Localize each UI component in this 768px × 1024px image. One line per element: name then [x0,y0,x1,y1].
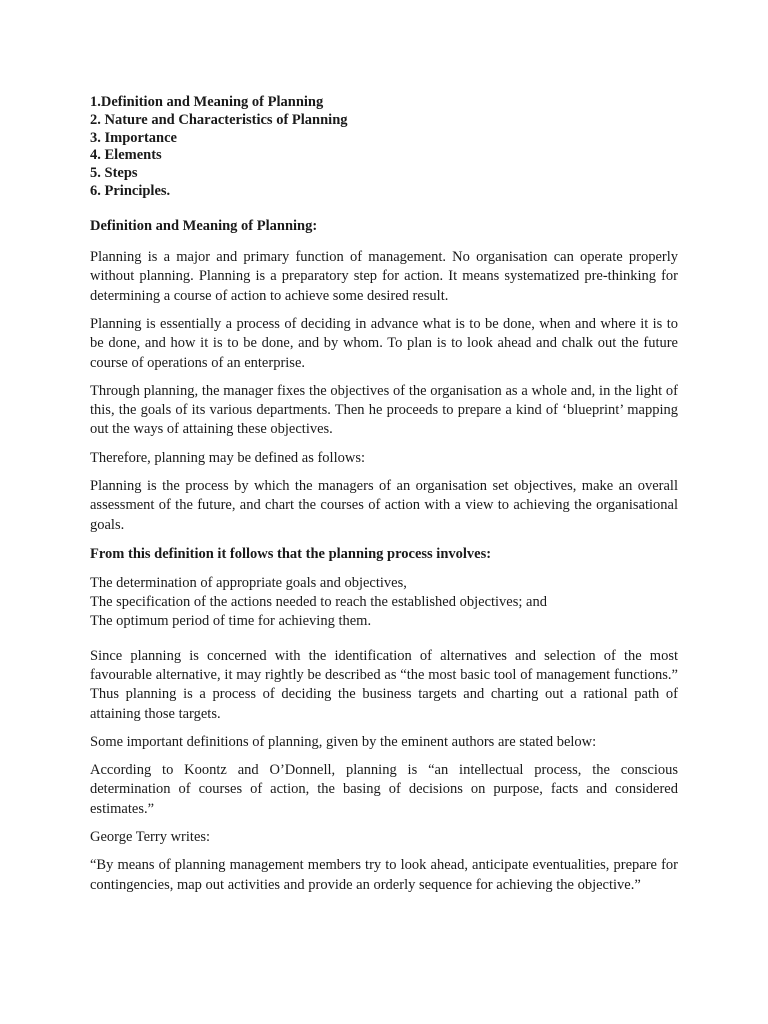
body-paragraph: Planning is essentially a process of deciding in advance what is to be done, when and where it is to be done, and how it is to be done, and by whom. To plan is to look ahead and chalk out the future course of operations of an enterprise. [90,315,678,371]
toc-item: 3. Importance [90,129,177,146]
quote-paragraph: “By means of planning management members try to look ahead, anticipate eventualities, prepare for contingencies, map out activities and provide an orderly sequence for achieving the objective.” [90,857,678,893]
body-paragraph: Therefore, planning may be defined as follows: [90,449,366,466]
process-heading: From this definition it follows that the planning process involves: [90,545,492,562]
process-list [90,574,678,630]
body-paragraph: Through planning, the manager fixes the objectives of the organisation as a whole and, in the light of this, the goals of its various departments. Then he proceeds to prepare a kind of ‘blueprint’ mapping out the ways of attaining these objectives. [90,382,678,438]
list-item: The optimum period of time for achieving them. [90,612,372,629]
list-item: The specification of the actions needed to reach the established objectives; and [90,594,547,611]
body-paragraph: Some important definitions of planning, given by the eminent authors are stated below: [90,733,597,750]
list-item: The determination of appropriate goals and objectives, [90,575,407,592]
definition-paragraph: Planning is the process by which the managers of an organisation set objectives, make an overall assessment of the future, and chart the courses of action with a view to achieving the organisational goals. [90,478,678,533]
toc-item: 2. Nature and Characteristics of Planning [90,111,348,128]
toc-item: 1.Definition and Meaning of Planning [90,94,324,110]
quote-paragraph: According to Koontz and O’Donnell, planning is “an intellectual process, the conscious determination of courses of action, the basing of decisions on purpose, facts and considered estimates.” [90,762,678,817]
toc-item: 5. Steps [90,165,138,182]
toc-item: 4. Elements [90,147,162,164]
toc-item: 6. Principles. [90,182,171,199]
document-page [90,94,678,895]
body-paragraph: George Terry writes: [90,829,211,845]
section-heading: Definition and Meaning of Planning: [90,217,318,234]
table-of-contents [90,94,678,201]
body-paragraph: Planning is a major and primary function of management. No organisation can operate properly without planning. Planning is a preparatory step for action. It means systematized pre-thinking for determining a course of action to achieve some desired result. [90,249,678,304]
body-paragraph: Since planning is concerned with the identification of alternatives and selection of the most favourable alternative, it may rightly be described as “the most basic tool of management functions.” Thus planning is a process of deciding the business targets and charting out a rational path of attaining those targets. [90,647,678,722]
